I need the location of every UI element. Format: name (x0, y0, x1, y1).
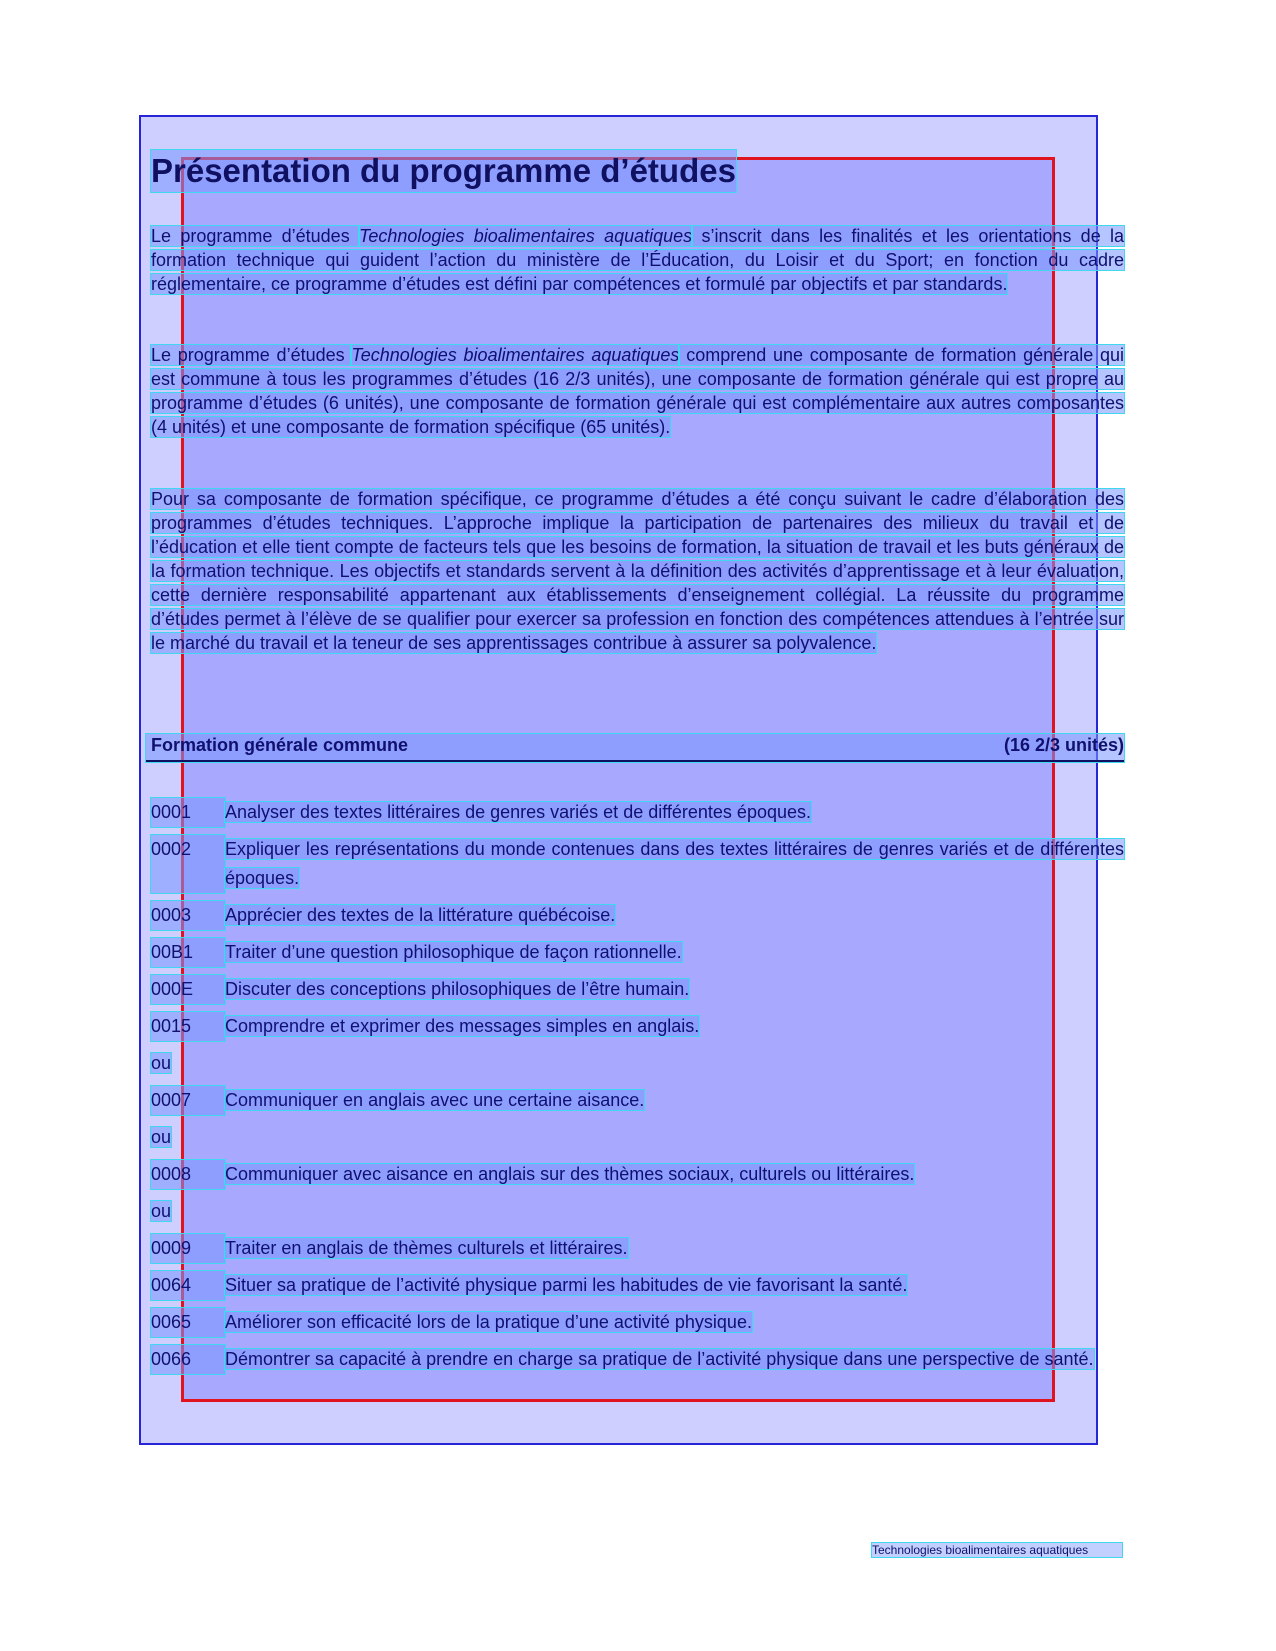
competency-text: Traiter d’une question philosophique de façon rationnelle. (225, 942, 682, 962)
document-content (151, 150, 1125, 1369)
list-item (151, 1086, 1124, 1115)
competency-list (151, 798, 1124, 1382)
paragraph-intro-rest: s’inscrit dans les finalités et les orientations de la formation technique qui guident l’action du ministère de l’Éducation, du Loisir et du Sport; en fonction du cadre réglementaire, ce programme d’études est défini par compétences et formulé par objectifs et par standards. (151, 226, 1125, 294)
section-title: Formation générale commune (151, 735, 409, 755)
section-header (146, 734, 1124, 762)
paragraph-intro (151, 224, 1124, 296)
section-units: (16 2/3 unités) (1003, 735, 1124, 755)
competency-code: 0064 (151, 1271, 225, 1300)
competency-text: Apprécier des textes de la littérature québécoise. (225, 905, 616, 925)
alternative-separator: ou (151, 1053, 172, 1073)
paragraph-components-start: Le programme d’études (151, 345, 352, 365)
paragraph-intro-start: Le programme d’études (151, 226, 359, 246)
list-item (151, 1271, 1124, 1300)
list-item (151, 1012, 1124, 1041)
list-item (151, 1345, 1124, 1374)
competency-code: 0007 (151, 1086, 225, 1115)
paragraph-components-rest: comprend une composante de formation générale qui est commune à tous les programmes d’études (16 2/3 unités), une composante de formation générale qui est propre au programme d’études (6 unités), une composante de formation générale qui est complémentaire aux autres composantes (4 unités) et une composante de formation spécifique (65 unités). (151, 345, 1124, 437)
competency-code: 00B1 (151, 938, 225, 967)
paragraph-specific-training (151, 487, 1124, 655)
competency-code: 0009 (151, 1234, 225, 1263)
competency-code: 0065 (151, 1308, 225, 1337)
competency-text: Analyser des textes littéraires de genres variés et de différentes époques. (225, 802, 812, 822)
list-item (151, 901, 1124, 930)
list-item (151, 1160, 1124, 1189)
alternative-separator: ou (151, 1127, 172, 1147)
program-name: Technologies bioalimentaires aquatiques (359, 226, 693, 246)
paragraph-specific-text: Pour sa composante de formation spécifique, ce programme d’études a été conçu suivant le cadre d’élaboration des programmes d’études techniques. L’approche implique la participation de partenaires des milieux du travail et de l’éducation et elle tient compte de facteurs tels que les besoins de formation, la situation de travail et les buts généraux de la formation technique. Les objectifs et standards servent à la définition des activités d’apprentissage et à leur évaluation, cette dernière responsabilité appartenant aux établissements d’enseignement collégial. La réussite du programme d’études permet à l’élève de se qualifier pour exercer sa profession en fonction des compétences attendues à l’entrée sur le marché du travail et la teneur de ses apprentissages contribue à assurer sa polyvalence. (151, 489, 1124, 653)
competency-code: 0015 (151, 1012, 225, 1041)
competency-text: Comprendre et exprimer des messages simples en anglais. (225, 1016, 700, 1036)
alternative-separator: ou (151, 1201, 172, 1221)
competency-text: Traiter en anglais de thèmes culturels et littéraires. (225, 1238, 628, 1258)
competency-text: Expliquer les représentations du monde contenues dans des textes littéraires de genres variés et de différentes époques. (225, 839, 1124, 888)
list-item (151, 835, 1124, 893)
competency-text: Démontrer sa capacité à prendre en charge sa pratique de l’activité physique dans une perspective de santé. (225, 1349, 1094, 1369)
list-item (151, 1234, 1124, 1263)
competency-text: Améliorer son efficacité lors de la pratique d’une activité physique. (225, 1312, 752, 1332)
competency-code: 0003 (151, 901, 225, 930)
paragraph-components (151, 343, 1124, 439)
list-item (151, 798, 1124, 827)
competency-code: 0008 (151, 1160, 225, 1189)
list-item (151, 975, 1124, 1004)
competency-text: Communiquer avec aisance en anglais sur des thèmes sociaux, culturels ou littéraires. (225, 1164, 915, 1184)
list-item (151, 938, 1124, 967)
competency-text: Situer sa pratique de l’activité physique parmi les habitudes de vie favorisant la santé. (225, 1275, 908, 1295)
competency-code: 0001 (151, 798, 225, 827)
list-item (151, 1308, 1124, 1337)
competency-code: 0002 (151, 835, 225, 893)
competency-text: Discuter des conceptions philosophiques de l’être humain. (225, 979, 690, 999)
page-title: Présentation du programme d’études (151, 150, 736, 192)
program-name: Technologies bioalimentaires aquatiques (351, 345, 680, 365)
competency-text: Communiquer en anglais avec une certaine aisance. (225, 1090, 645, 1110)
page-footer: Technologies bioalimentaires aquatiques (872, 1543, 1122, 1557)
competency-code: 000E (151, 975, 225, 1004)
competency-code: 0066 (151, 1345, 225, 1374)
